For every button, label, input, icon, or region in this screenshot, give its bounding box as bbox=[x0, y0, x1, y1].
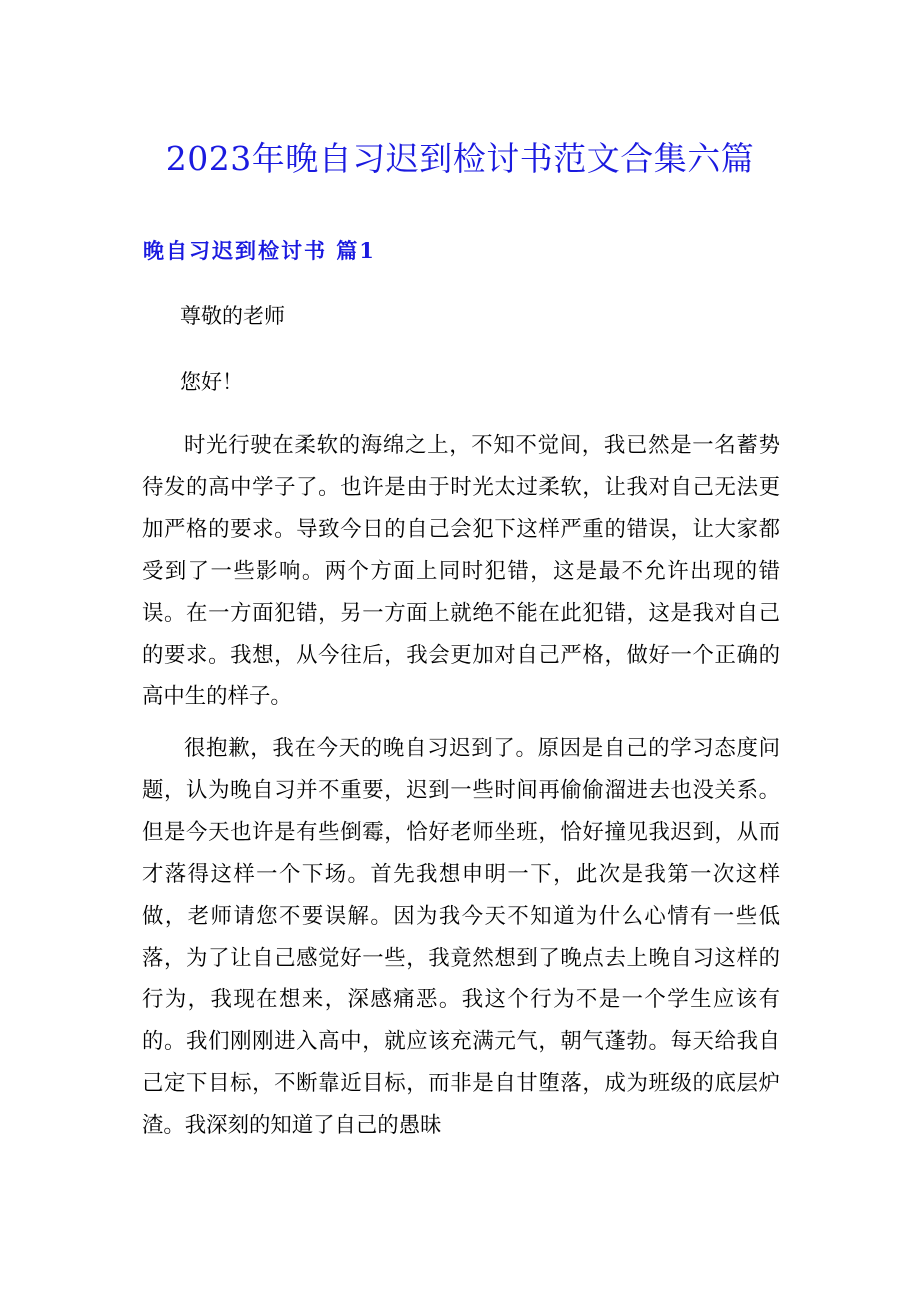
document-title: 2023年晚自习迟到检讨书范文合集六篇 bbox=[165, 139, 755, 178]
body-paragraph-1: 时光行驶在柔软的海绵之上，不知不觉间，我已然是一名蓄势待发的高中学子了。也许是由于时光太过柔软，让我对自己无法更加严格的要求。导致今日的自己会犯下这样严重的错误，让大家都受到了一些影响。两个方面上同时犯错，这是最不允许出现的错误。在一方面犯错，另一方面上就绝不能在此犯错，这是我对自己的要求。我想，从今往后，我会更加对自己严格，做好一个正确的高中生的样子。 bbox=[142, 433, 780, 710]
greeting-line: 您好！ bbox=[180, 370, 243, 394]
section-heading: 晚自习迟到检讨书 篇1 bbox=[143, 238, 376, 263]
salutation-line: 尊敬的老师 bbox=[180, 304, 285, 328]
body-paragraph-2: 很抱歉，我在今天的晚自习迟到了。原因是自己的学习态度问题，认为晚自习并不重要，迟到一些时间再偷偷溜进去也没关系。但是今天也许是有些倒霉，恰好老师坐班，恰好撞见我迟到，从而才落得这样一个下场。首先我想申明一下，此次是我第一次这样做，老师请您不要误解。因为我今天不知道为什么心情有一些低落，为了让自己感觉好一些，我竟然想到了晚点去上晚自习这样的行为，我现在想来，深感痛恶。我这个行为不是一个学生应该有的。我们刚刚进入高中，就应该充满元气，朝气蓬勃。每天给我自己定下目标，不断靠近目标，而非是自甘堕落，成为班级的底层炉渣。我深刻的知道了自己的愚昧 bbox=[142, 736, 780, 1139]
